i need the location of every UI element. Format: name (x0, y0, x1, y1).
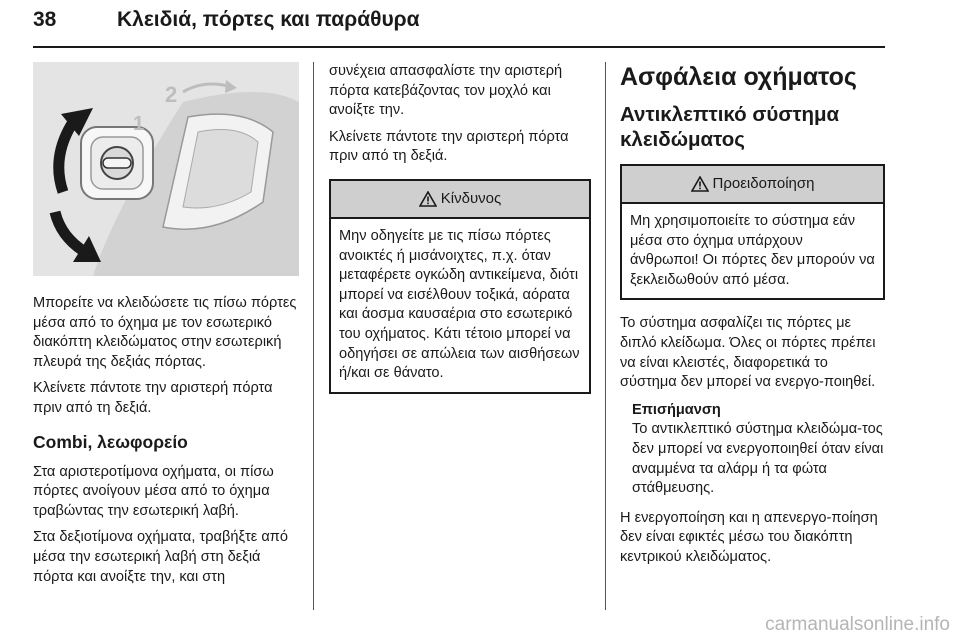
section-heading-combi: Combi, λεωφορείο (33, 431, 188, 452)
warning-box-title: Προειδοποίηση (712, 175, 815, 193)
paragraph: Κλείνετε πάντοτε την αριστερή πόρτα πριν από τη δεξιά. (33, 380, 273, 416)
subsection-title: Αντικλεπτικό σύστημα κλειδώματος (620, 103, 840, 151)
warning-triangle-icon (419, 191, 437, 207)
danger-box-title: Κίνδυνος (440, 190, 502, 208)
watermark: carmanualsonline.info (765, 614, 950, 635)
warning-box-body (622, 204, 883, 298)
paragraph: Το σύστημα ασφαλίζει τις πόρτες με διπλό κλείδωμα. Όλες οι πόρτες πρέπει να είναι κλειστές, διαφορετικά το σύστημα δεν μπορεί να ενεργο‐ποιηθεί. (620, 315, 876, 391)
page-header (33, 8, 885, 42)
section-title: Ασφάλεια οχήματος (620, 63, 857, 91)
header-rule (33, 46, 885, 48)
note-text: Το αντικλεπτικό σύστημα κλειδώμα‐τος δεν μπορεί να ενεργοποιηθεί όταν είναι αναμμένα τα αλάρμ ή τα φώτα στάθμευσης. (632, 421, 884, 497)
illustration-marker-1: 1 (133, 113, 145, 135)
column-divider (313, 62, 314, 610)
paragraph: συνέχεια απασφαλίστε την αριστερή πόρτα κατεβάζοντας τον μοχλό και ανοίξτε την. (329, 63, 563, 119)
warning-box (620, 164, 885, 300)
danger-box-text: Μην οδηγείτε με τις πίσω πόρτες ανοικτές ή μισάνοιχτες, π.χ. όταν μεταφέρετε ογκώδη αντικείμενα, διότι μπορεί να εισέλθουν τοξικά, αόρατα και άοσμα καυσαέρια στο εσωτερικό του οχήματος. Κάτι τέτοιο μπορεί να οδηγήσει σε απώλεια των αισθήσεων ή/και σε θάνατο. (339, 227, 580, 382)
paragraph: Στα αριστεροτίμονα οχήματα, οι πίσω πόρτες ανοίγουν μέσα από το όχημα τραβώντας την εσωτερική λαβή. (33, 463, 274, 519)
illustration-marker-2: 2 (165, 82, 178, 107)
warning-triangle-icon (691, 176, 709, 192)
warning-box-text: Μη χρησιμοποιείτε το σύστημα εάν μέσα στο όχημα υπάρχουν άνθρωποι! Οι πόρτες δεν μπορούν να ξεκλειδωθούν από μέσα. (630, 213, 875, 288)
note-title: Επισήμανση (632, 401, 721, 418)
column-right (620, 62, 885, 575)
door-lock-switch-illustration (33, 62, 299, 276)
paragraph: Στα δεξιοτίμονα οχήματα, τραβήξτε από μέσα την εσωτερική λαβή στη δεξιά πόρτα και ανοίξτε την, και στη (33, 529, 288, 585)
paragraph: Η ενεργοποίηση και η απενεργο‐ποίηση δεν είναι εφικτές μέσω του διακόπτη κεντρικού κλειδώματος. (620, 509, 878, 565)
danger-box-header (331, 181, 589, 219)
note-block (632, 401, 885, 499)
page-number: 38 (33, 8, 57, 31)
column-divider (605, 62, 606, 610)
danger-box (329, 179, 591, 394)
page-title: Κλειδιά, πόρτες και παράθυρα (117, 8, 420, 31)
danger-box-body (331, 219, 589, 392)
paragraph: Μπορείτε να κλειδώσετε τις πίσω πόρτες μέσα από το όχημα με τον εσωτερικό διακόπτη κλειδώματος στην εσωτερική πλευρά της δεξιάς πόρτας. (33, 295, 297, 370)
warning-box-header (622, 166, 883, 204)
column-middle (329, 62, 591, 408)
column-left (33, 62, 299, 594)
paragraph: Κλείνετε πάντοτε την αριστερή πόρτα πριν από τη δεξιά. (329, 128, 569, 165)
